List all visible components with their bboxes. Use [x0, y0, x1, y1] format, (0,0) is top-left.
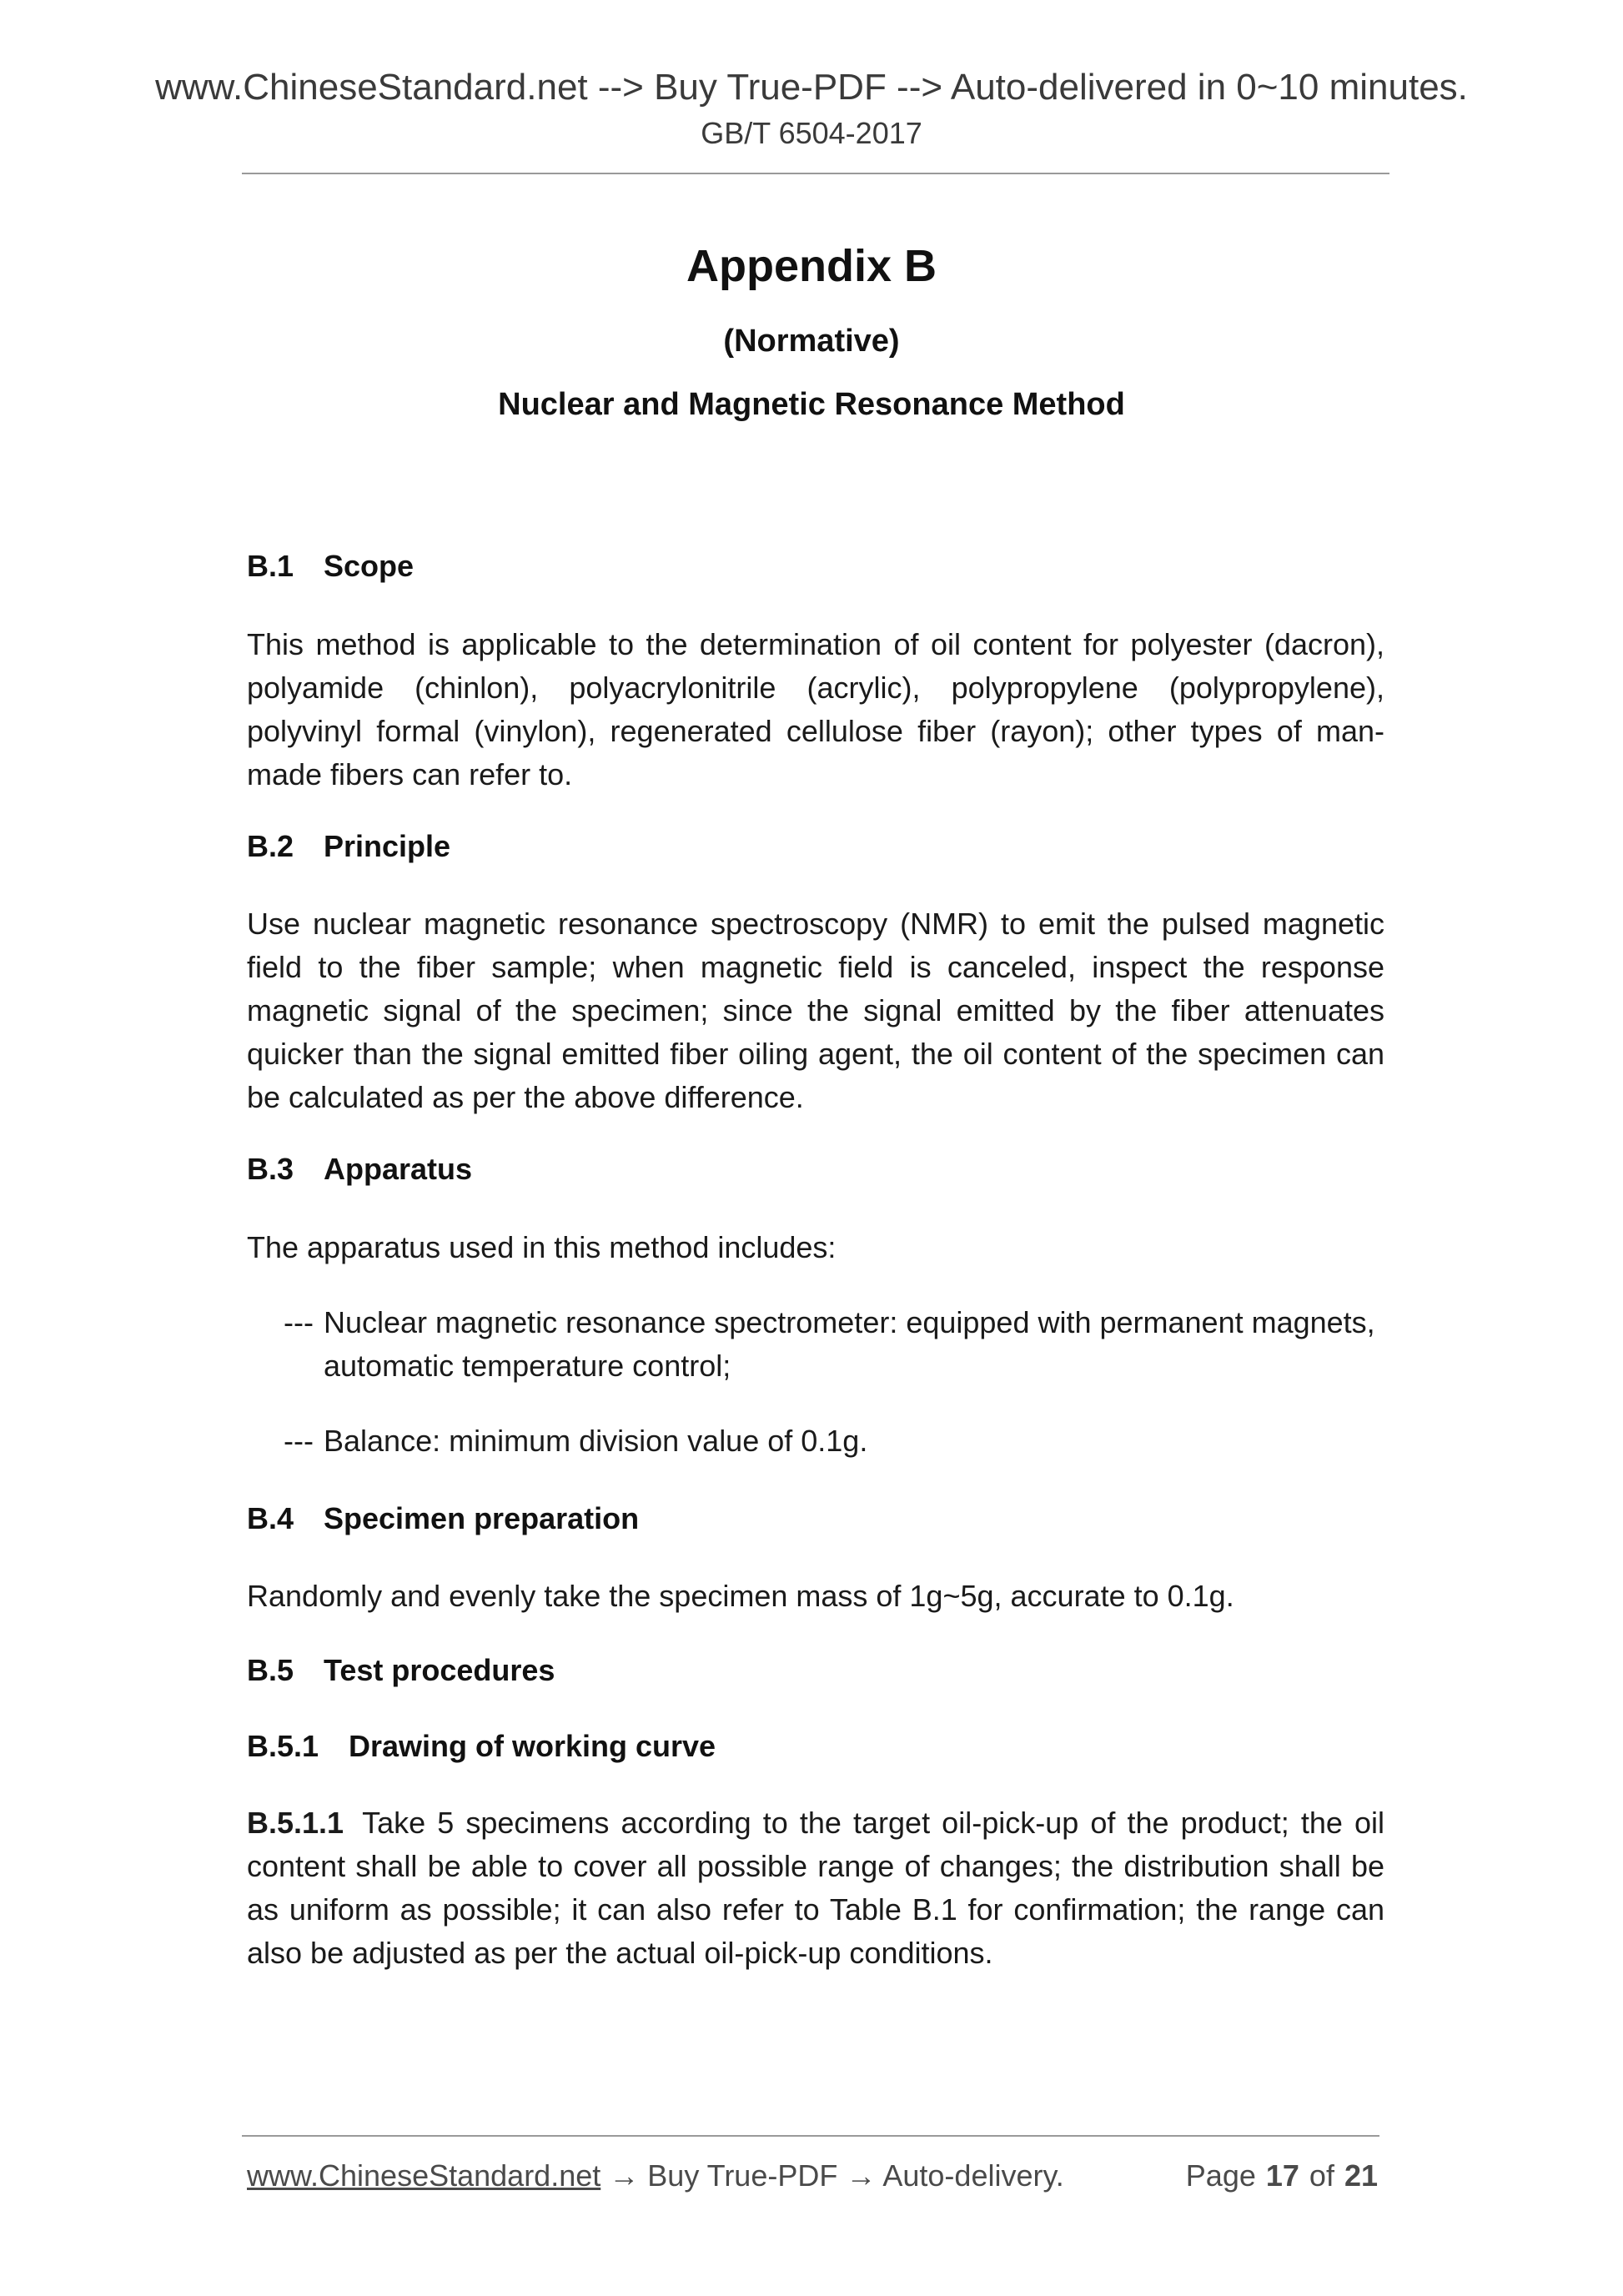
list-dash: --- — [284, 1424, 314, 1458]
section-heading-b51 — [247, 1729, 716, 1764]
clause-text: Take 5 specimens according to the target oil-pick-up of the product; the oil content shall be able to cover all possible range of changes; the distribution shall be as uniform as possible; it can also refer to Table B.1 for confirmation; the range can also be adjusted as per the actual oil-pick-up conditions. — [247, 1806, 1384, 1970]
footer-buy-text: Buy True-PDF — [647, 2158, 838, 2193]
appendix-title: Appendix B — [686, 241, 937, 291]
section-title: Principle — [324, 829, 451, 863]
section-number: B.5.1 — [247, 1729, 319, 1763]
section-text-b511 — [247, 1801, 1384, 1975]
section-text-b2: Use nuclear magnetic resonance spectroscopy (NMR) to emit the pulsed magnetic field to the fiber sample; when magnetic field is canceled, inspect the response magnetic signal of the specimen; since the signal emitted by the fiber attenuates quicker than the signal emitted fiber oiling agent, the oil content of the specimen can be calculated as per the above difference. — [247, 907, 1384, 1114]
list-item-text: Balance: minimum division value of 0.1g. — [324, 1424, 868, 1458]
section-text-b4: Randomly and evenly take the specimen mass of 1g~5g, accurate to 0.1g. — [247, 1579, 1234, 1613]
list-item-text: Nuclear magnetic resonance spectrometer: equipped with permanent magnets, — [324, 1305, 1375, 1339]
section-heading-b5 — [247, 1653, 555, 1688]
section-number: B.3 — [247, 1152, 294, 1186]
section-heading-b2 — [247, 829, 450, 864]
footer-promo — [247, 2158, 1064, 2193]
list-item-continuation: automatic temperature control; — [324, 1349, 731, 1383]
list-dash: --- — [284, 1305, 314, 1339]
clause-number: B.5.1.1 — [247, 1806, 344, 1840]
page-indicator — [1186, 2158, 1378, 2193]
footer-divider — [242, 2135, 1379, 2137]
of-label: of — [1309, 2158, 1334, 2193]
site-banner: www.ChineseStandard.net --> Buy True-PDF --> Auto-delivered in 0~10 minutes. — [155, 67, 1468, 108]
section-heading-b4 — [247, 1501, 639, 1536]
section-number: B.2 — [247, 829, 294, 863]
total-pages-number: 21 — [1344, 2158, 1378, 2193]
section-number: B.4 — [247, 1501, 294, 1535]
section-title: Drawing of working curve — [349, 1729, 716, 1763]
apparatus-item-balance — [284, 1419, 1384, 1463]
arrow-right-icon: → — [846, 2158, 877, 2193]
section-heading-b1 — [247, 549, 414, 584]
apparatus-item-nmr — [284, 1301, 1384, 1388]
section-title: Scope — [324, 549, 415, 583]
page-footer — [247, 2158, 1378, 2197]
footer-delivery-text: Auto-delivery. — [882, 2158, 1064, 2193]
section-title: Specimen preparation — [324, 1501, 640, 1535]
section-number: B.5 — [247, 1653, 294, 1687]
appendix-normative-label: (Normative) — [723, 324, 900, 359]
section-title: Test procedures — [324, 1653, 555, 1687]
current-page-number: 17 — [1265, 2158, 1299, 2193]
standard-number: GB/T 6504-2017 — [701, 116, 922, 150]
apparatus-intro: The apparatus used in this method includes: — [247, 1230, 837, 1264]
arrow-right-icon: → — [609, 2158, 640, 2193]
section-number: B.1 — [247, 549, 294, 583]
section-text-b1: This method is applicable to the determination of oil content for polyester (dacron), polyamide (chinlon), polyacrylonitrile (acrylic), polypropylene (polypropylene), polyvinyl formal (vinylon), regenerated cellulose fiber (rayon); other types of man-made fibers can refer to. — [247, 627, 1384, 791]
method-title: Nuclear and Magnetic Resonance Method — [498, 387, 1125, 422]
section-heading-b3 — [247, 1152, 472, 1187]
page-label: Page — [1185, 2158, 1256, 2193]
section-title: Apparatus — [324, 1152, 473, 1186]
footer-site-link[interactable]: www.ChineseStandard.net — [247, 2158, 601, 2193]
header-divider — [242, 173, 1389, 174]
